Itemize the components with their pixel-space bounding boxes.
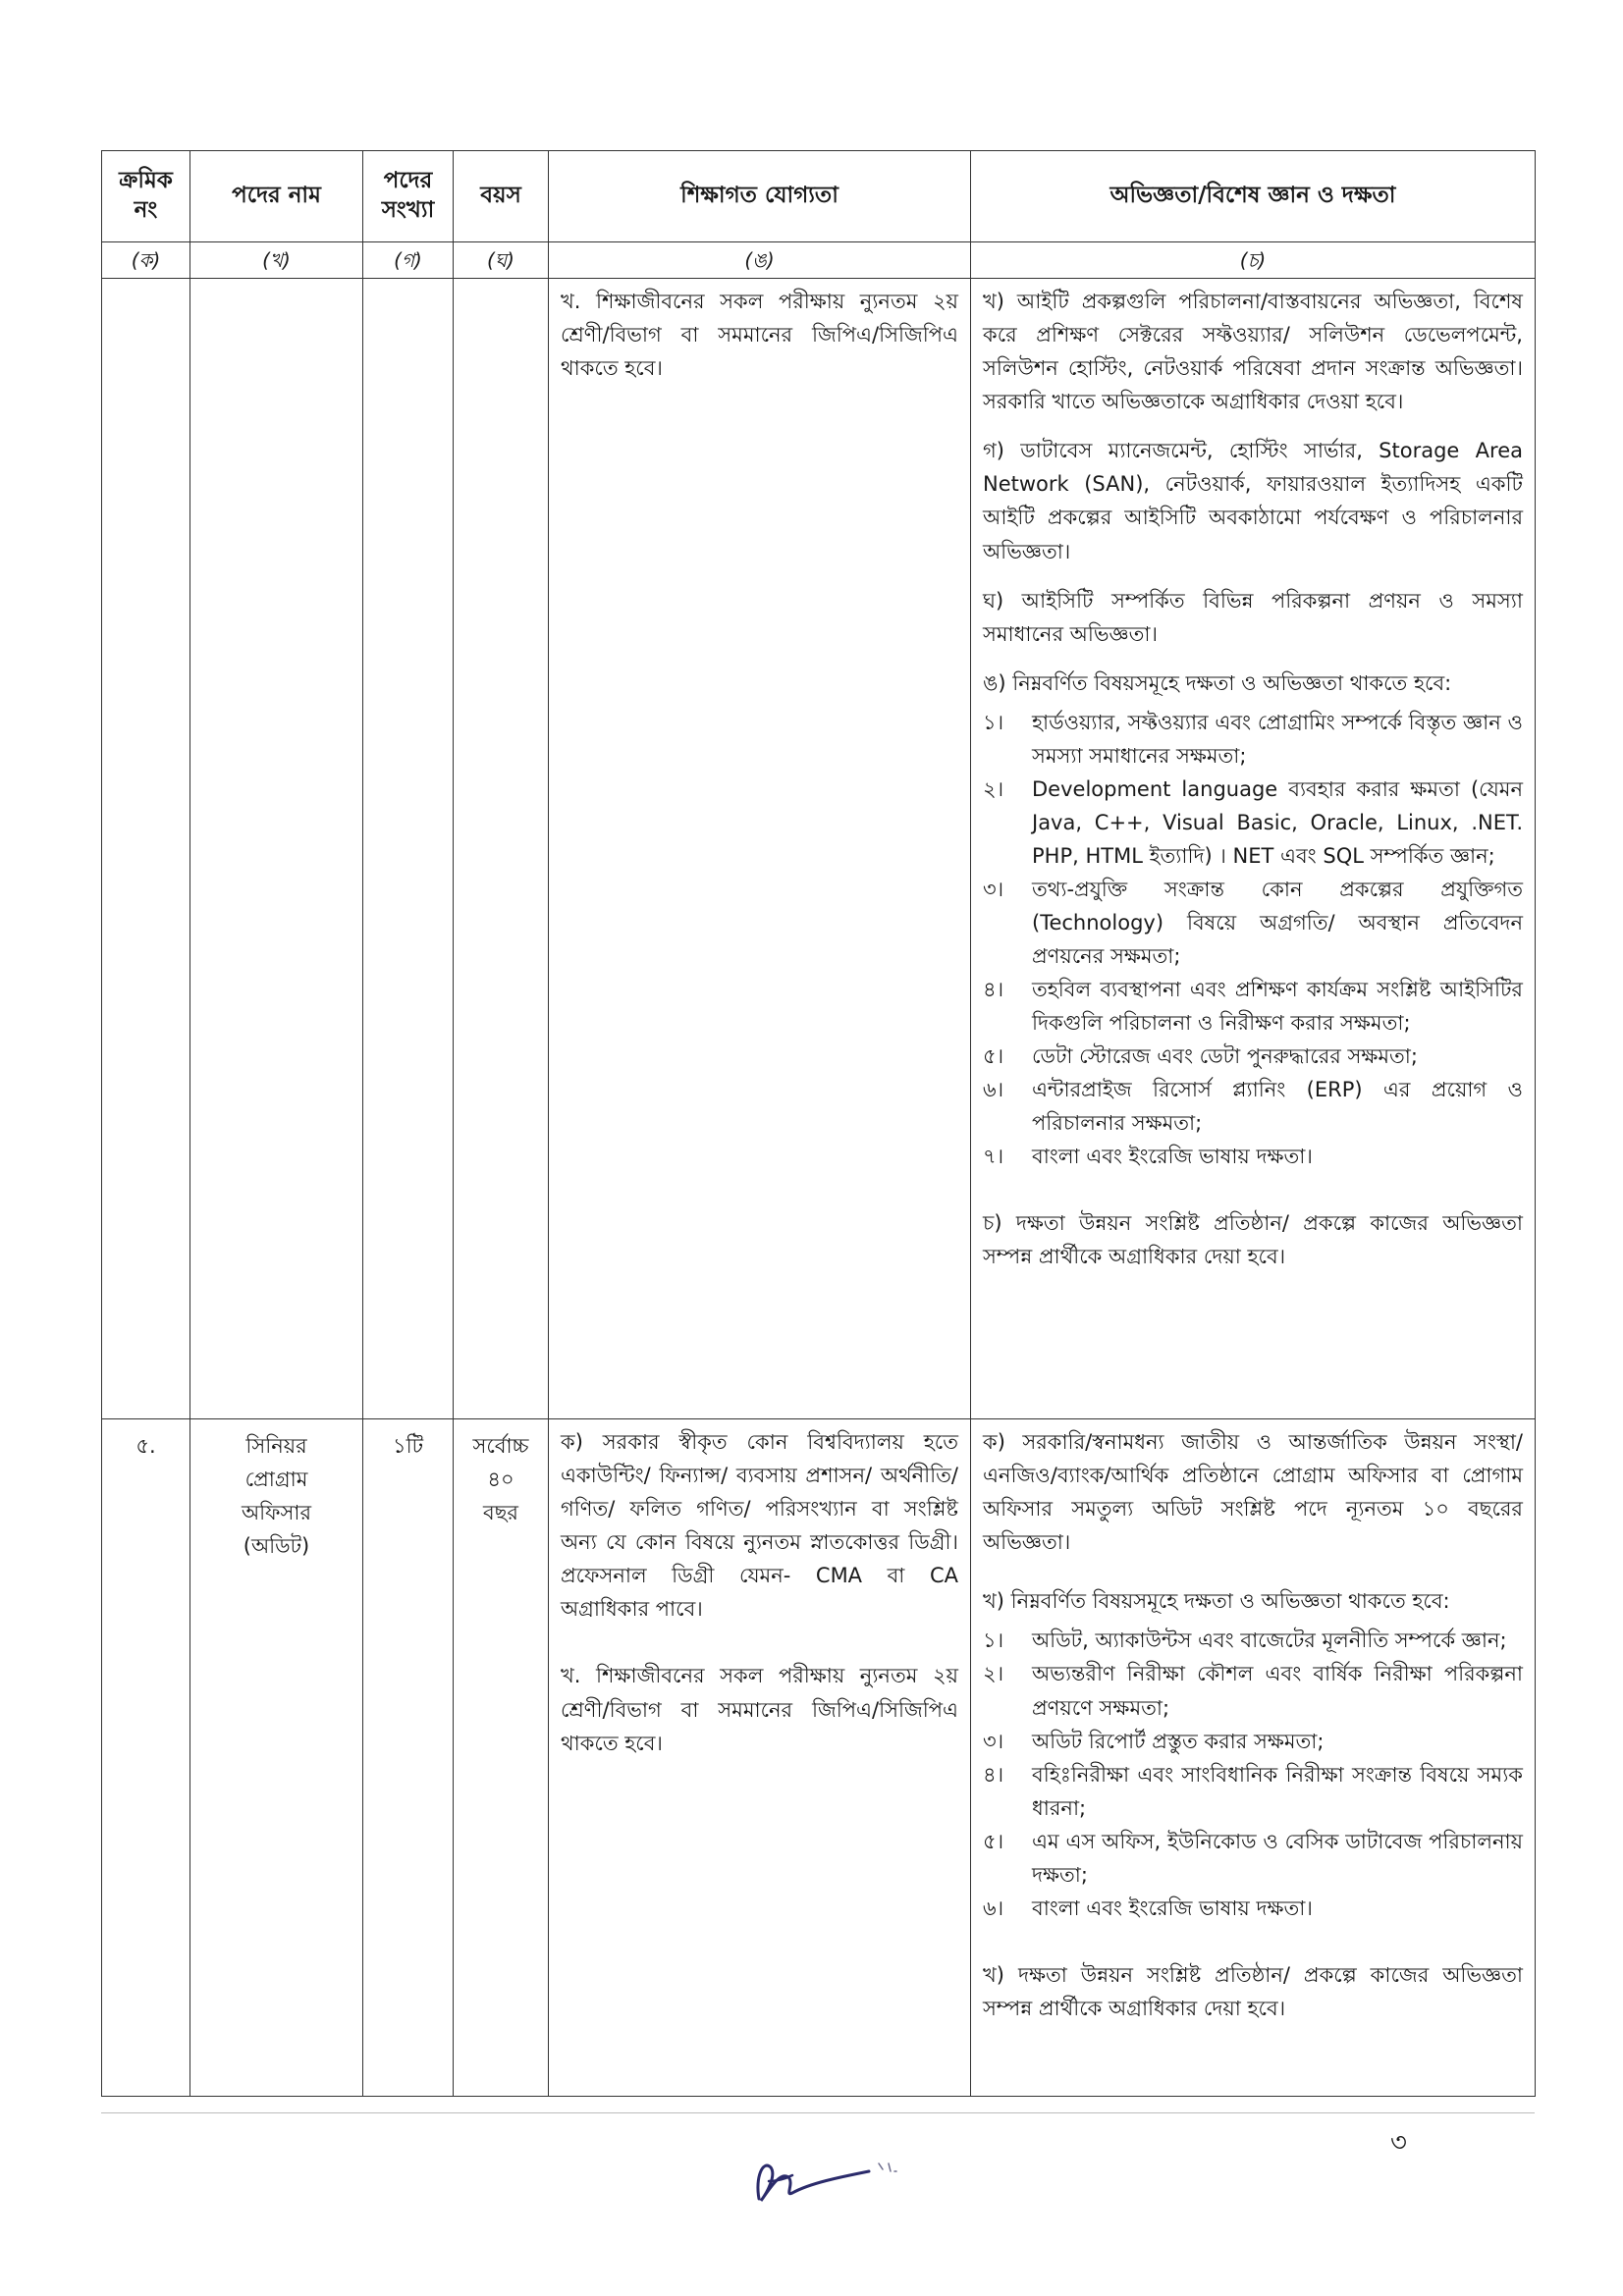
list-item [983,1140,1523,1173]
handwritten-signature-icon [741,2138,918,2216]
cell-post-count: ১টি [363,1419,454,2097]
cell-age [454,1419,549,2097]
header-experience: অভিজ্ঞতা/বিশেষ জ্ঞান ও দক্ষতা [971,151,1536,242]
list-number: ৫। [983,1043,1004,1068]
experience-paragraph: গ) ডাটাবেস ম্যানেজমেন্ট, হোস্টিং সার্ভার, Storage Area Network (SAN), নেটওয়ার্ক, ফায়ারওয়াল ইত্যাদিসহ একটি আইটি প্রকল্পের আইসিটি অবকাঠামো পর্যবেক্ষণ ও পরিচালনার অভিজ্ঞতা। [983,439,1523,563]
page-number: ৩ [1390,2128,1407,2158]
list-text: অডিট রিপোর্ট প্রস্তুত করার সক্ষমতা; [1032,1729,1325,1753]
list-number: ৩। [983,1729,1004,1753]
list-text: অভ্যন্তরীণ নিরীক্ষা কৌশল এবং বার্ষিক নিরীক্ষা পরিকল্পনা প্রণয়ণে সক্ষমতা; [1032,1662,1523,1720]
cell-serial [102,279,190,1419]
list-item [983,1073,1523,1140]
column-letter: (ক) [102,242,190,279]
cell-education [549,279,971,1419]
list-number: ৫। [983,1829,1004,1853]
table-row [102,279,1536,1419]
list-text: হার্ডওয়্যার, সফ্টওয়্যার এবং প্রোগ্রামিং সম্পর্কে বিস্তৃত জ্ঞান ও সমস্যা সমাধানের সক্ষমতা; [1032,710,1523,768]
cell-education [549,1419,971,2097]
header-post-name: পদের নাম [190,151,363,242]
experience-paragraph: ঙ) নিম্নবর্ণিত বিষয়সমূহে দক্ষতা ও অভিজ্ঞতা থাকতে হবে: [983,670,1452,695]
header-row [102,151,1536,242]
list-number: ৪। [983,977,1004,1001]
list-item [983,1892,1523,1925]
experience-paragraph: খ) নিম্নবর্ণিত বিষয়সমূহে দক্ষতা ও অভিজ্ঞতা থাকতে হবে: [983,1589,1450,1614]
list-number: ২। [983,1662,1004,1686]
list-text: তথ্য-প্রযুক্তি সংক্রান্ত কোন প্রকল্পের প্রযুক্তিগত (Technology) বিষয়ে অগ্রগতি/ অবস্থান প্রতিবেদন প্রণয়নের সক্ষমতা; [1032,877,1523,968]
cell-experience [971,1419,1536,2097]
column-letter: (ঙ) [549,242,971,279]
skill-list [983,706,1523,1173]
list-text: বাংলা এবং ইংরেজি ভাষায় দক্ষতা। [1032,1144,1313,1168]
list-number: ৪। [983,1762,1004,1787]
footer-divider [101,2112,1535,2113]
cell-post-count [363,279,454,1419]
cell-age [454,279,549,1419]
list-text: তহবিল ব্যবস্থাপনা এবং প্রশিক্ষণ কার্যক্রম সংশ্লিষ্ট আইসিটির দিকগুলি পরিচালনা ও নিরীক্ষণ করার সক্ষমতা; [1032,977,1523,1035]
list-item [983,1040,1523,1073]
skill-list [983,1624,1523,1924]
cell-experience [971,279,1536,1419]
age-limit: সর্বোচ্চ ৪০ বছর [472,1434,529,1525]
list-number: ৬। [983,1077,1004,1101]
list-item [983,773,1523,873]
education-requirement: ক) সরকার স্বীকৃত কোন বিশ্ববিদ্যালয় হতে একাউন্টিং/ ফিন্যান্স/ ব্যবসায় প্রশাসন/ অর্থনীতি/ গণিত/ ফলিত গণিত/ পরিসংখ্যান বা সংশ্লিষ্ট অন্য যে কোন বিষয়ে ন্যুনতম স্নাতকোত্তর ডিগ্রী। প্রফেসনাল ডিগ্রী যেমন- CMA বা CA অগ্রাধিকার পাবে। [561,1430,958,1622]
column-letter: (গ) [363,242,454,279]
column-letter: (ঘ) [454,242,549,279]
header-age: বয়স [454,151,549,242]
list-item [983,1657,1523,1724]
list-text: বাংলা এবং ইংরেজি ভাষায় দক্ষতা। [1032,1896,1313,1920]
list-text: বহিঃনিরীক্ষা এবং সাংবিধানিক নিরীক্ষা সংক্রান্ত বিষয়ে সম্যক ধারনা; [1032,1762,1523,1820]
cell-post-name [190,1419,363,2097]
list-text: এন্টারপ্রাইজ রিসোর্স প্ল্যানিং (ERP) এর প্রয়োগ ও পরিচালনার সক্ষমতা; [1032,1077,1523,1135]
cell-post-name [190,279,363,1419]
column-letter: (চ) [971,242,1536,279]
list-number: ৭। [983,1144,1004,1168]
list-text: এম এস অফিস, ইউনিকোড ও বেসিক ডাটাবেজ পরিচালনায় দক্ষতা; [1032,1829,1523,1887]
list-text: ডেটা স্টোরেজ এবং ডেটা পুনরুদ্ধারের সক্ষমতা; [1032,1043,1418,1068]
list-item [983,1825,1523,1892]
experience-paragraph: ক) সরকারি/স্বনামধন্য জাতীয় ও আন্তর্জাতিক উন্নয়ন সংস্থা/এনজিও/ব্যাংক/আর্থিক প্রতিষ্ঠানে প্রোগ্রাম অফিসার বা প্রোগাম অফিসার সমতুল্য অডিট সংশ্লিষ্ট পদে ন্যূনতম ১০ বছরের অভিজ্ঞতা। [983,1430,1523,1555]
list-text: Development language ব্যবহার করার ক্ষমতা (যেমন Java, C++, Visual Basic, Oracle, Linux, .NET. PHP, HTML ইত্যাদি) । NET এবং SQL সম্পর্কিত জ্ঞান; [1032,776,1523,868]
experience-closing: খ) দক্ষতা উন্নয়ন সংশ্লিষ্ট প্রতিষ্ঠান/ প্রকল্পে কাজের অভিজ্ঞতা সম্পন্ন প্রার্থীকে অগ্রাধিকার দেয়া হবে। [983,1962,1523,2020]
post-name: সিনিয়র প্রোগ্রাম অফিসার (অডিট) [241,1434,312,1559]
header-serial: ক্রমিক নং [102,151,190,242]
column-letter: (খ) [190,242,363,279]
list-text: অডিট, অ্যাকাউন্টস এবং বাজেটের মূলনীতি সম্পর্কে জ্ঞান; [1032,1629,1507,1653]
experience-closing: চ) দক্ষতা উন্নয়ন সংশ্লিষ্ট প্রতিষ্ঠান/ প্রকল্পে কাজের অভিজ্ঞতা সম্পন্ন প্রার্থীকে অগ্রাধিকার দেয়া হবে। [983,1210,1523,1268]
education-requirement: খ. শিক্ষাজীবনের সকল পরীক্ষায় ন্যুনতম ২য় শ্রেণী/বিভাগ বা সমমানের জিপিএ/সিজিপিএ থাকতে হবে। [561,290,958,381]
list-number: ১। [983,710,1004,734]
table-row [102,1419,1536,2097]
list-item [983,706,1523,773]
experience-paragraph: ঘ) আইসিটি সম্পর্কিত বিভিন্ন পরিকল্পনা প্রণয়ন ও সমস্যা সমাধানের অভিজ্ঞতা। [983,588,1523,646]
list-item [983,973,1523,1040]
header-post-count: পদের সংখ্যা [363,151,454,242]
experience-paragraph: খ) আইটি প্রকল্পগুলি পরিচালনা/বাস্তবায়নের অভিজ্ঞতা, বিশেষ করে প্রশিক্ষণ সেক্টরের সফ্টওয়্যার/ সলিউশন ডেভেলপমেন্ট, সলিউশন হোস্টিং, নেটওয়ার্ক পরিষেবা প্রদান সংক্রান্ত অভিজ্ঞতা। সরকারি খাতে অভিজ্ঞতাকে অগ্রাধিকার দেওয়া হবে। [983,290,1523,414]
education-requirement: খ. শিক্ষাজীবনের সকল পরীক্ষায় ন্যুনতম ২য় শ্রেণী/বিভাগ বা সমমানের জিপিএ/সিজিপিএ থাকতে হবে। [561,1664,958,1755]
list-item [983,873,1523,973]
recruitment-table [101,150,1536,2097]
list-number: ১। [983,1629,1004,1653]
header-education: শিক্ষাগত যোগ্যতা [549,151,971,242]
list-number: ২। [983,776,1004,801]
list-item [983,1725,1523,1758]
list-item [983,1758,1523,1825]
list-item [983,1624,1523,1657]
list-number: ৬। [983,1896,1004,1920]
list-number: ৩। [983,877,1004,901]
cell-serial: ৫. [102,1419,190,2097]
column-letter-row [102,242,1536,279]
